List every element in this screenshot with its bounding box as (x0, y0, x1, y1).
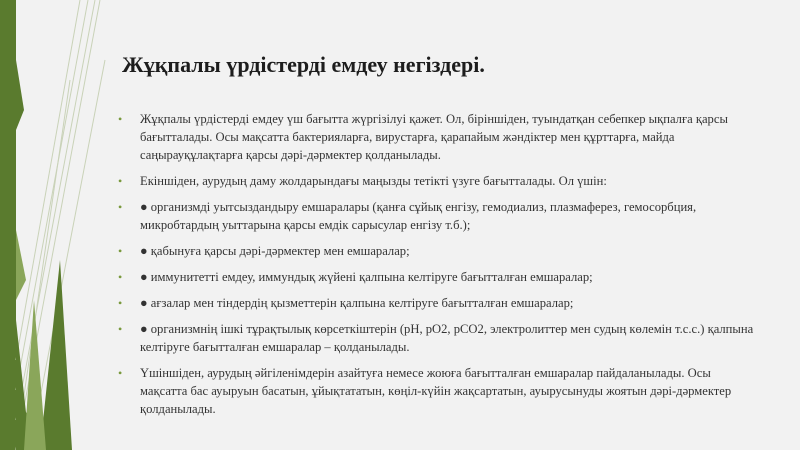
list-item: • ● организмнің ішкі тұрақтылық көрсеткіштерін (рН, рО2, рСО2, электролиттер мен судың көлемін т.с.с.) қалпына келтіруге бағытталған емшаралар – қолданылады. (118, 322, 754, 354)
bullet-icon: • (118, 322, 123, 336)
bullet-icon: • (118, 244, 123, 258)
bullet-icon: • (118, 200, 123, 214)
list-item: • Жұқпалы үрдістерді емдеу үш бағытта жүргізілуі қажет. Ол, біріншіден, туындатқан себепкер ықпалға қарсы бағытталады. Осы мақсатта бактерияларға, вирустарға, қарапайым жәндіктер мен құрттарға, майда саңырауқұлақтарға қарсы дәрі-дәрмектер қолданылады. (118, 112, 728, 162)
list-item: • Екіншіден, аурудың даму жолдарындағы маңызды тетікті үзуге бағытталады. Ол үшін: (118, 174, 607, 188)
bullet-icon: • (118, 270, 123, 284)
bullet-icon: • (118, 112, 123, 126)
list-item: • ● қабынуға қарсы дәрі-дәрмектер мен емшаралар; (118, 244, 410, 258)
list-item: • Үшіншіден, аурудың әйгіленімдерін азайтуға немесе жоюға бағытталған емшаралар пайдаланылады. Осы мақсатта бас ауыруын басатын, ұйықтататын, көңіл-күйін жақсартатын, ауырусынуды жоятын дәрі-дәрмектер қолданылады. (118, 366, 732, 416)
bullet-icon: • (118, 174, 123, 188)
decorative-lines (0, 0, 110, 450)
bullet-icon: • (118, 366, 123, 380)
list-item: • ● ағзалар мен тіндердің қызметтерін қалпына келтіруге бағытталған емшаралар; (118, 296, 574, 310)
content-list (118, 110, 758, 426)
slide-title: Жұқпалы үрдістерді емдеу негіздері. (122, 52, 485, 77)
list-item: • ● иммунитетті емдеу, иммундық жүйені қалпына келтіруге бағытталған емшаралар; (118, 270, 593, 284)
list-item: • ● организмді уытсыздандыру емшаралары (қанға сұйық енгізу, гемодиализ, плазмаферез, гемосорбция, микробтардың уыттарына қарсы емдік сарысулар енгізу т.б.); (118, 200, 697, 232)
bullet-icon: • (118, 296, 123, 310)
